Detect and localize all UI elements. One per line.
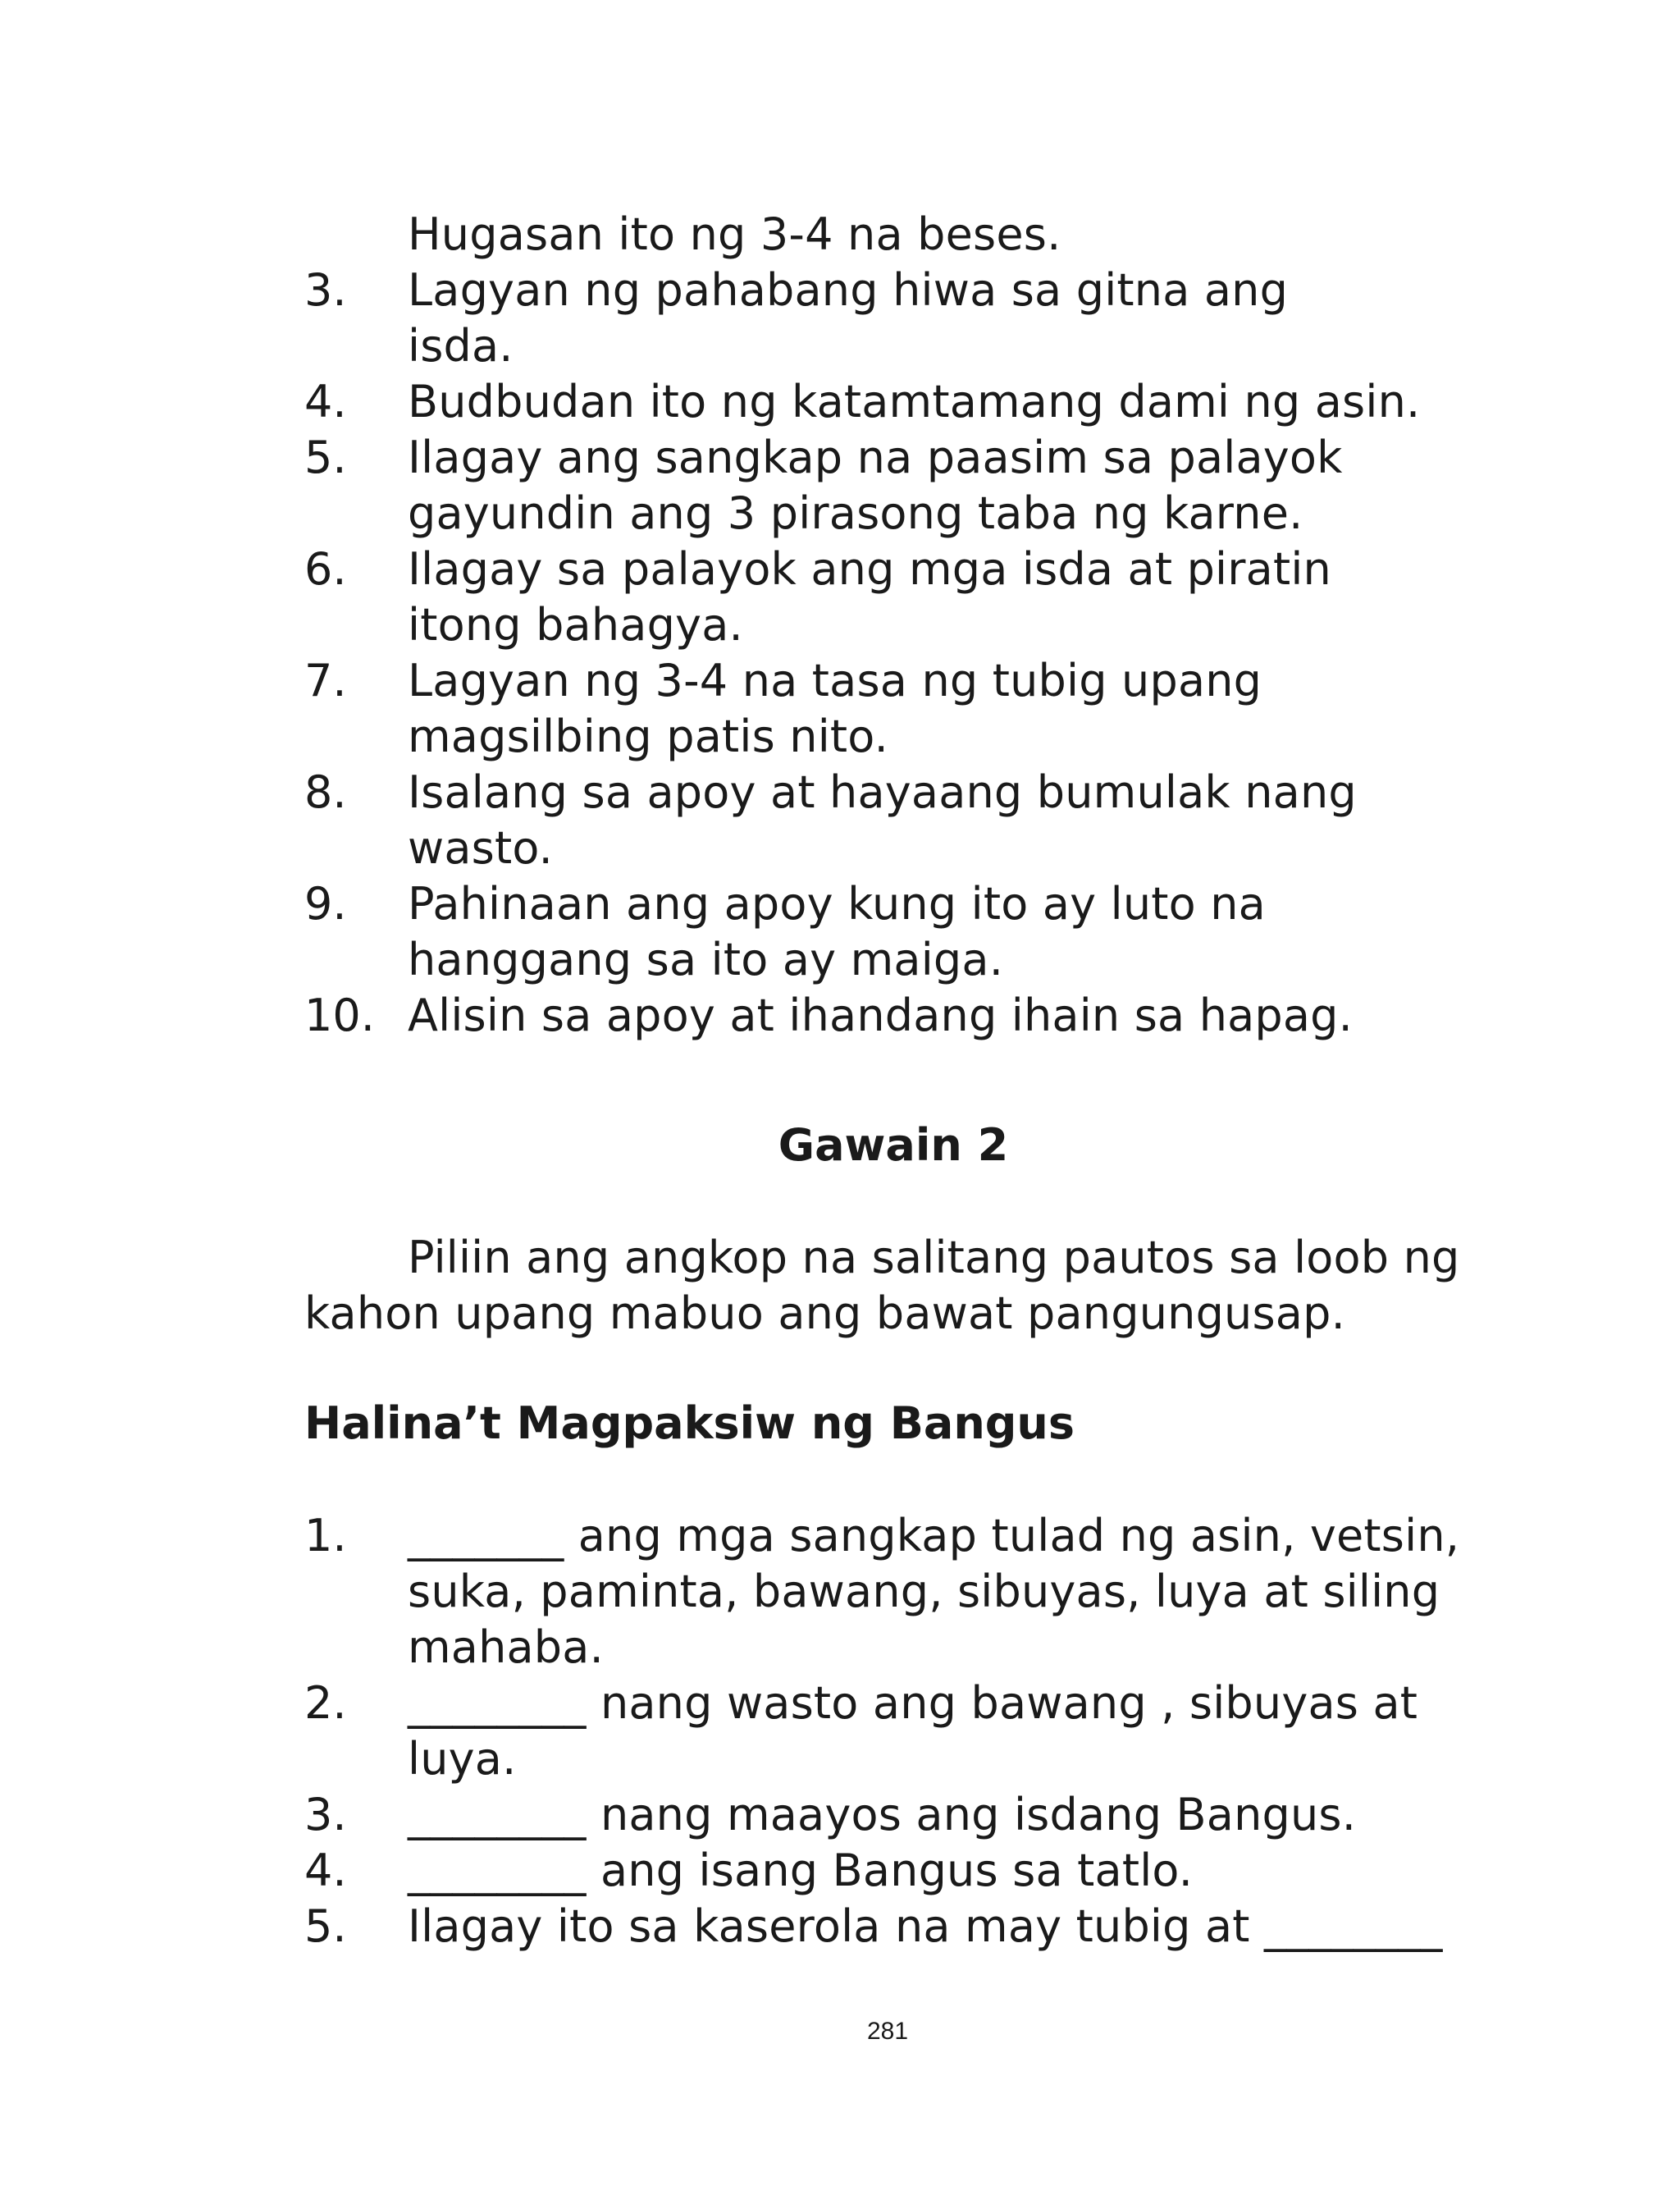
step-number: 6. [304,543,347,595]
step-text: Pahinaan ang apoy kung ito ay luto na [408,878,1266,930]
exercise-text: mahaba. [408,1621,604,1673]
step-text: magsilbing patis nito. [408,711,888,762]
step-text: wasto. [408,822,554,874]
continuation-line: Hugasan ito ng 3-4 na beses. [408,208,1061,260]
exercise-number: 2. [304,1677,347,1729]
step-text: Ilagay ang sangkap na paasim sa palayok [408,432,1343,483]
step-number: 4. [304,376,347,427]
step-number: 9. [304,878,347,930]
exercise-number: 5. [304,1900,347,1952]
step-number: 3. [304,264,347,316]
step-text: Alisin sa apoy at ihandang ihain sa hapag. [408,990,1354,1041]
page-number: 281 [867,2018,909,2045]
exercise-number: 3. [304,1789,347,1840]
instruction-text: Piliin ang angkop na salitang pautos sa loob ng [408,1232,1460,1283]
exercise-text: luya. [408,1733,517,1785]
step-text: Isalang sa apoy at hayaang bumulak nang [408,766,1357,818]
exercise-text: ________ nang wasto ang bawang , sibuyas at [408,1677,1418,1729]
step-text: Ilagay sa palayok ang mga isda at piratin [408,543,1331,595]
step-number: 10. [304,990,375,1041]
exercise-text: Ilagay ito sa kaserola na may tubig at ________ [408,1900,1443,1952]
step-text: hanggang sa ito ay maiga. [408,934,1004,985]
step-number: 7. [304,655,347,706]
step-number: 5. [304,432,347,483]
exercise-text: _______ ang mga sangkap tulad ng asin, vetsin, [408,1510,1460,1561]
exercise-text: ________ ang isang Bangus sa tatlo. [408,1845,1194,1896]
recipe-title: Halina’t Magpaksiw ng Bangus [304,1397,1075,1449]
step-number: 8. [304,766,347,818]
step-text: Lagyan ng 3-4 na tasa ng tubig upang [408,655,1262,706]
exercise-number: 4. [304,1845,347,1896]
step-text: isda. [408,320,514,372]
exercise-number: 1. [304,1510,347,1561]
activity-title: Gawain 2 [778,1119,1009,1171]
step-text: Budbudan ito ng katamtamang dami ng asin. [408,376,1421,427]
exercise-text: ________ nang maayos ang isdang Bangus. [408,1789,1357,1840]
step-text: gayundin ang 3 pirasong taba ng karne. [408,487,1303,539]
step-text: Lagyan ng pahabang hiwa sa gitna ang [408,264,1289,316]
exercise-text: suka, paminta, bawang, sibuyas, luya at siling [408,1566,1440,1617]
instruction-text: kahon upang mabuo ang bawat pangungusap. [304,1287,1345,1339]
step-text: itong bahagya. [408,599,743,651]
